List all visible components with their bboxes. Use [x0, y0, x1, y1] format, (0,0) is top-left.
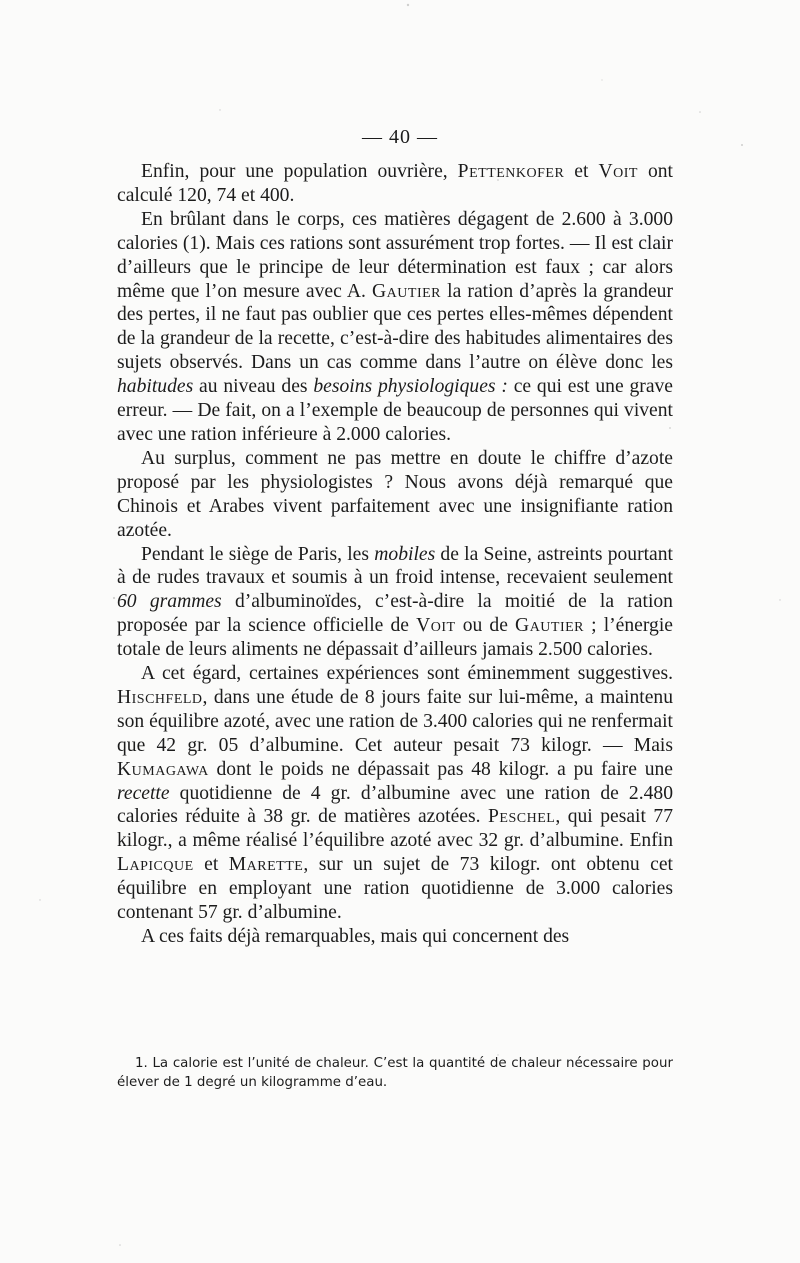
- footnote: 1. La calorie est l’unité de chaleur. C’est la quantité de chaleur nécessaire pour élever de 1 degré un kilogramme d’eau.: [117, 1056, 673, 1090]
- text-run: ou de: [455, 615, 516, 637]
- author-name: Gautier: [515, 615, 585, 637]
- text-run: et: [193, 854, 229, 876]
- italic-term: besoins physiologiques :: [313, 376, 508, 398]
- text-run: au niveau des: [193, 376, 314, 398]
- text-run: d’albuminoïdes, c’est-à-dire la moitié de la ration proposée par la science officielle de: [117, 591, 673, 637]
- author-name: Marette: [228, 854, 304, 876]
- body-text: [117, 160, 673, 949]
- body-paragraph: [117, 662, 673, 925]
- text-run: , sur un sujet de 73 kilogr. ont obtenu cet équilibre en employant une ration quotidienne de 3.000 calories contenant 57 gr. d’albumine.: [117, 854, 673, 924]
- text-run: quotidienne de 4 gr. d’albumine avec une ration de 2.480 calories réduite à 38 gr. de matières azotées.: [117, 782, 673, 828]
- italic-term: 60 grammes: [117, 591, 222, 613]
- author-name: Gautier: [372, 280, 441, 302]
- page-number: — 40 —: [362, 126, 438, 148]
- author-name: Voit: [416, 615, 456, 637]
- author-name: Voit: [598, 161, 638, 182]
- text-run: Au surplus, comment ne pas mettre en doute le chiffre d’azote proposé par les physiologistes ? Nous avons déjà remarqué que Chinois et Arabes vivent parfaitement avec une insignifiante ration azotée.: [117, 447, 673, 541]
- text-run: ont calculé 120, 74 et 400.: [117, 161, 674, 206]
- text-run: de la Seine, astreints pourtant à de rudes travaux et soumis à un froid intense, recevaient seulement: [117, 543, 673, 589]
- text-run: et: [564, 161, 599, 182]
- author-name: Pettenkofer: [457, 161, 565, 182]
- text-run: la ration d’après la grandeur des pertes, il ne faut pas oublier que ces pertes elles-mêmes dépendent de la grandeur de la recette, c’est-à-dire des habitudes alimentaires des sujets observés. Dans un cas comme dans l’autre on élève donc les: [117, 280, 673, 374]
- text-run: ; l’énergie totale de leurs aliments ne dépassait d’ailleurs jamais 2.500 calories.: [117, 615, 673, 661]
- text-run: Pendant le siège de Paris, les: [141, 543, 375, 565]
- body-paragraph: [117, 543, 673, 663]
- body-paragraph: [117, 208, 673, 447]
- text-run: , qui pesait 77 kilogr., a même réalisé l’équilibre azoté avec 32 gr. d’albumine. Enfin: [117, 806, 673, 852]
- text-run: A cet égard, certaines expériences sont éminemment suggestives.: [141, 663, 673, 685]
- body-paragraph: [117, 447, 673, 543]
- author-name: Lapicque: [117, 854, 194, 876]
- italic-term: recette: [117, 782, 170, 804]
- body-paragraph: [117, 925, 673, 949]
- text-run: ce qui est une grave erreur. — De fait, on a l’exemple de beaucoup de personnes qui vivent avec une ration inférieure à 2.000 calories.: [117, 376, 674, 445]
- text-run: dont le poids ne dépassait pas 48 kilogr. a pu faire une: [208, 758, 673, 780]
- author-name: Kumagawa: [117, 758, 209, 780]
- italic-term: mobiles: [374, 543, 436, 565]
- text-run: Enfin, pour une population ouvrière,: [141, 161, 458, 182]
- author-name: Peschel: [488, 806, 556, 828]
- text-run: , dans une étude de 8 jours faite sur lui-même, a maintenu son équilibre azoté, avec une ration de 3.400 calories qui ne renfermait que 42 gr. 05 d’albumine. Cet auteur pesait 73 kilogr. — Mais: [117, 686, 673, 756]
- text-run: A ces faits déjà remarquables, mais qui concernent des: [141, 926, 570, 947]
- italic-term: habitudes: [117, 376, 194, 398]
- author-name: Hischfeld: [117, 686, 203, 708]
- footnotes: [117, 1054, 673, 1092]
- body-paragraph: [117, 160, 673, 208]
- text-run: En brûlant dans le corps, ces matières dégagent de 2.600 à 3.000 calories (1). Mais ces rations sont assurément trop fortes. — Il est clair d’ailleurs que le principe de leur détermination est faux ; car alors même que l’on mesure avec A.: [117, 208, 673, 302]
